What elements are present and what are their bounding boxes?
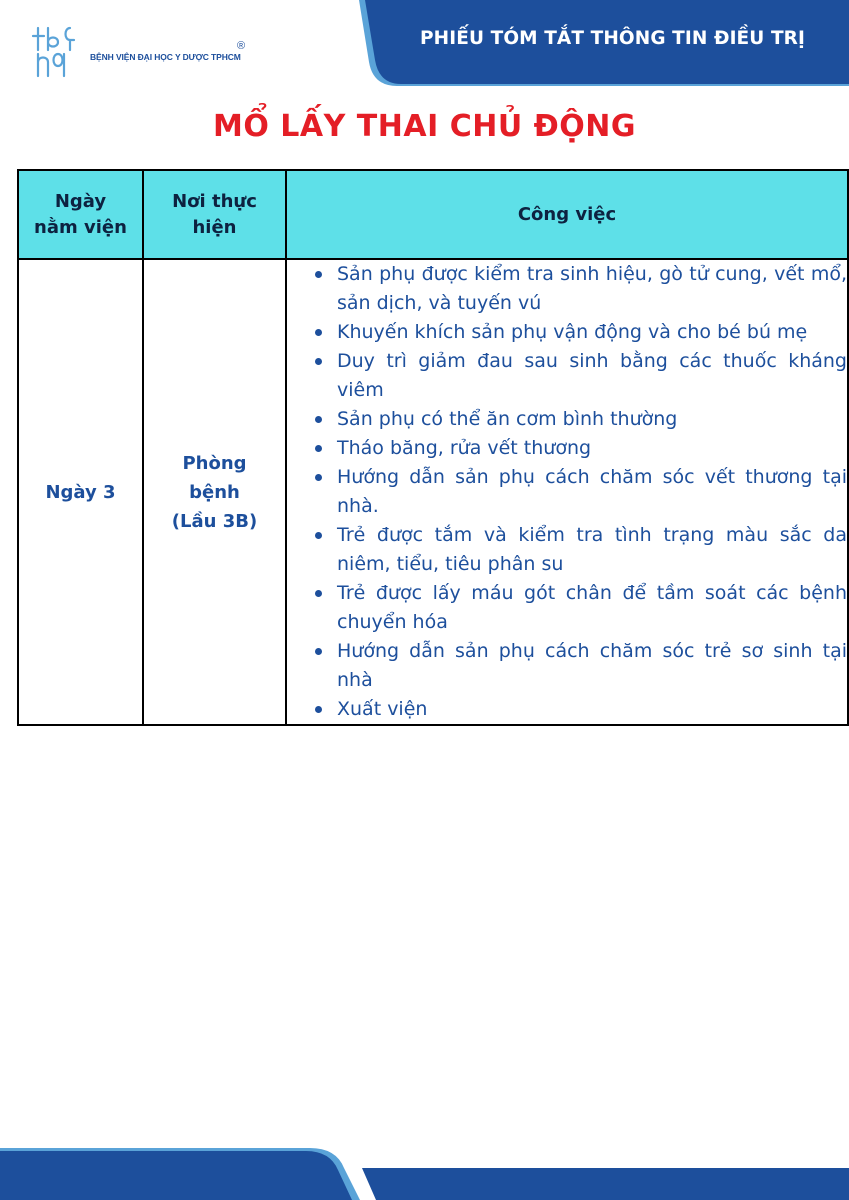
place-line1: Phòng bbox=[182, 452, 247, 474]
banner-title: PHIẾU TÓM TẮT THÔNG TIN ĐIỀU TRỊ bbox=[419, 28, 805, 49]
list-item: Sản phụ được kiểm tra sinh hiệu, gò tử cung, vết mổ, sản dịch, và tuyến vú bbox=[337, 260, 847, 318]
task-list bbox=[287, 260, 847, 724]
day-cell: Ngày 3 bbox=[18, 259, 143, 725]
header-day bbox=[18, 170, 143, 259]
header-tasks: Công việc bbox=[286, 170, 848, 259]
treatment-table bbox=[17, 169, 849, 726]
registered-mark: ® bbox=[237, 40, 246, 52]
list-item: Duy trì giảm đau sau sinh bằng các thuốc kháng viêm bbox=[337, 347, 847, 405]
list-item: Tháo băng, rửa vết thương bbox=[337, 434, 847, 463]
page-title: MỔ LẤY THAI CHỦ ĐỘNG bbox=[213, 109, 636, 144]
table-header-row bbox=[18, 170, 848, 259]
list-item: Trẻ được lấy máu gót chân để tầm soát các bệnh chuyển hóa bbox=[337, 579, 847, 637]
header-day-line1: Ngày bbox=[54, 190, 107, 212]
table-row bbox=[18, 259, 848, 725]
hospital-name: BỆNH VIỆN ĐẠI HỌC Y DƯỢC TPHCM bbox=[90, 52, 241, 62]
list-item: Khuyến khích sản phụ vận động và cho bé bú mẹ bbox=[337, 318, 847, 347]
header-place-line2: hiện bbox=[192, 216, 237, 238]
umc-logo-icon bbox=[30, 24, 86, 80]
footer-banner bbox=[0, 1140, 849, 1200]
list-item: Hướng dẫn sản phụ cách chăm sóc vết thương tại nhà. bbox=[337, 463, 847, 521]
tasks-cell bbox=[286, 259, 848, 725]
header-banner bbox=[359, 0, 849, 86]
hospital-logo bbox=[30, 24, 260, 82]
place-cell bbox=[143, 259, 286, 725]
header-day-line2: nằm viện bbox=[34, 216, 127, 238]
list-item: Trẻ được tắm và kiểm tra tình trạng màu sắc da niêm, tiểu, tiêu phân su bbox=[337, 521, 847, 579]
place-line3: (Lầu 3B) bbox=[171, 510, 258, 532]
list-item: Hướng dẫn sản phụ cách chăm sóc trẻ sơ sinh tại nhà bbox=[337, 637, 847, 695]
place-line2: bệnh bbox=[189, 481, 240, 503]
header-place-line1: Nơi thực bbox=[172, 190, 257, 212]
list-item: Xuất viện bbox=[337, 695, 847, 724]
header-place bbox=[143, 170, 286, 259]
list-item: Sản phụ có thể ăn cơm bình thường bbox=[337, 405, 847, 434]
